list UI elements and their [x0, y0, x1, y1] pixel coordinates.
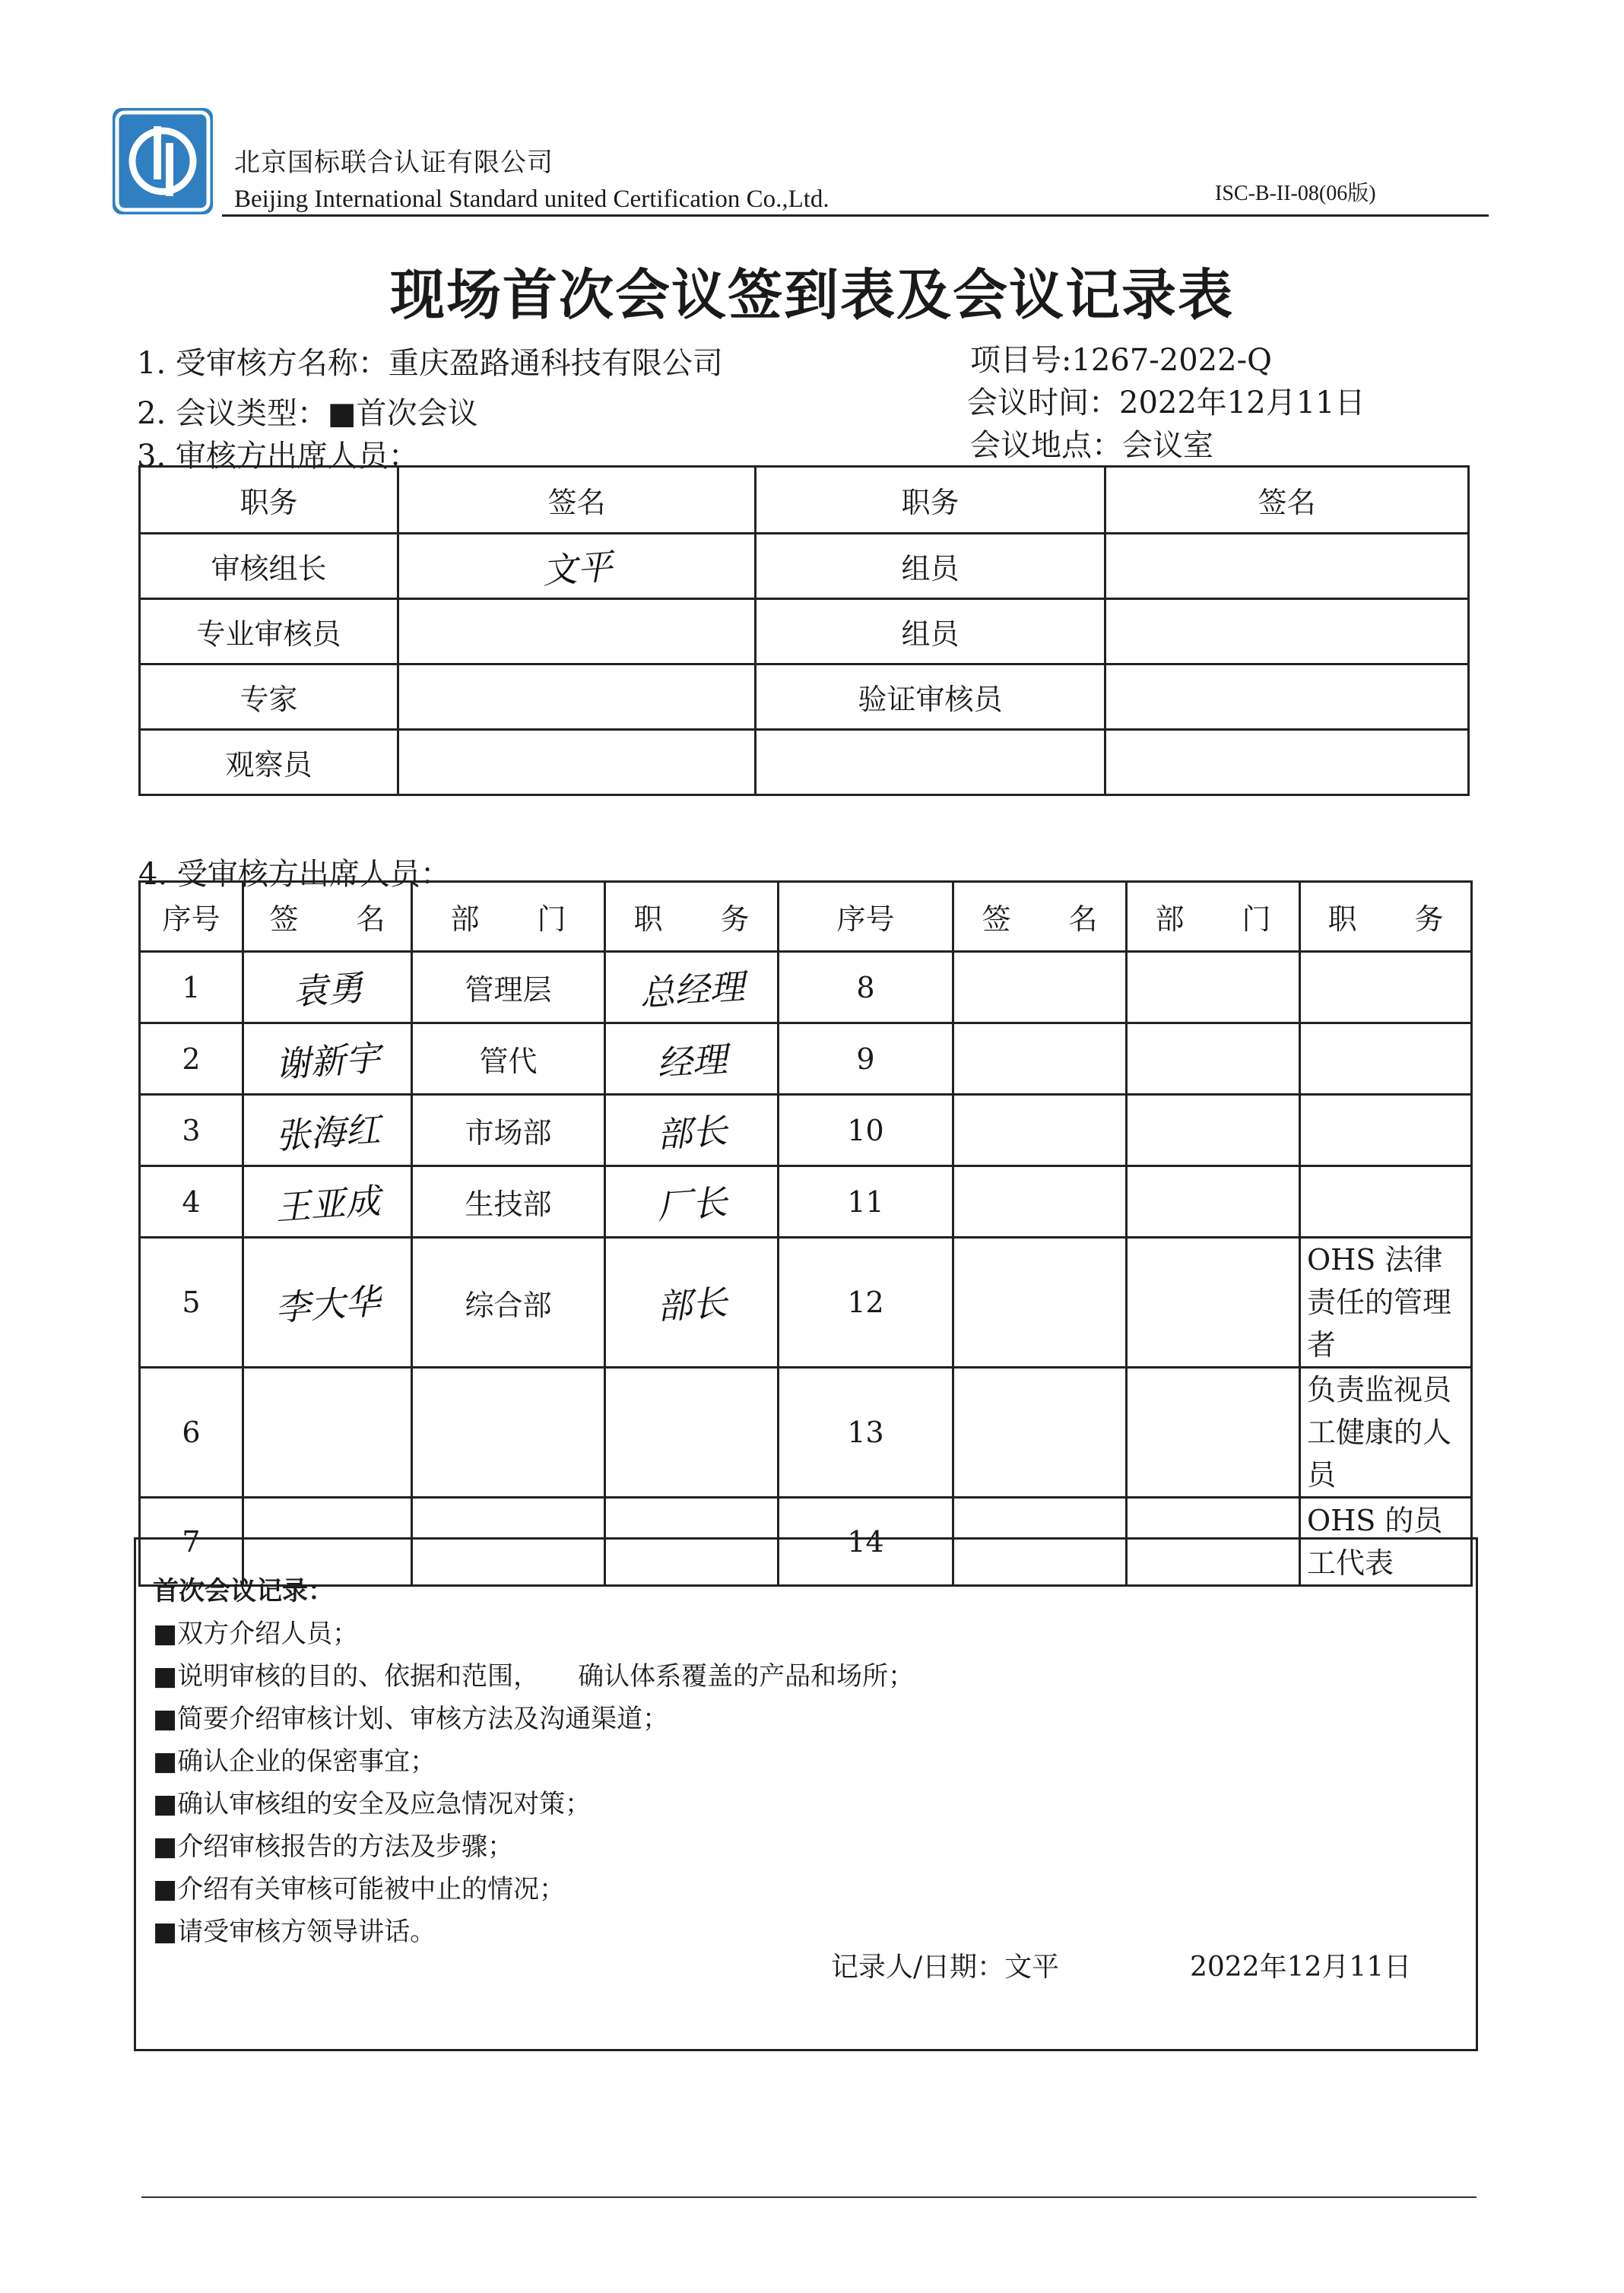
header-cell: 序号 — [779, 882, 953, 952]
auditee-name: 1. 受审核方名称：重庆盈路通科技有限公司 — [137, 346, 723, 381]
handwritten-title: 厂长 — [655, 1181, 728, 1227]
signature-cell — [243, 1023, 412, 1095]
table-row — [140, 730, 1469, 795]
handwritten-signature: 张海红 — [273, 1108, 382, 1157]
header-cell: 签名 — [1105, 467, 1469, 534]
signature-cell — [243, 1166, 412, 1238]
signature-cell — [243, 1095, 412, 1166]
role-cell: 专业审核员 — [140, 599, 398, 664]
record-item: ■确认企业的保密事宜； — [153, 1746, 436, 1777]
role-cell: 组员 — [756, 534, 1105, 599]
handwritten-title: 部长 — [655, 1109, 728, 1156]
handwritten-signature: 谢新宇 — [273, 1036, 382, 1086]
signature-cell — [1105, 534, 1469, 599]
handwritten-signature: 王亚成 — [273, 1179, 382, 1229]
company-logo — [113, 108, 213, 214]
title-cell — [605, 952, 779, 1023]
title-cell: OHS 的员工代表 — [1300, 1498, 1472, 1586]
row-number: 4 — [140, 1166, 243, 1238]
table-row — [140, 1238, 1472, 1368]
table-header-row — [140, 882, 1472, 952]
row-number: 3 — [140, 1095, 243, 1166]
handwritten-signature: 文平 — [540, 545, 614, 591]
header-cell: 签 名 — [243, 882, 412, 952]
department-cell: 生技部 — [412, 1166, 605, 1238]
auditor-attendance-table — [138, 465, 1470, 796]
meeting-time: 会议时间：2022年12月11日 — [967, 385, 1365, 420]
handwritten-title: 部长 — [655, 1281, 728, 1328]
title-cell — [1300, 1095, 1472, 1166]
record-item: ■介绍有关审核可能被中止的情况； — [153, 1874, 566, 1904]
title-cell — [1300, 1166, 1472, 1238]
row-number: 2 — [140, 1023, 243, 1095]
table-row — [140, 1368, 1472, 1498]
row-number: 13 — [779, 1368, 953, 1498]
table-row — [140, 1166, 1472, 1238]
title-cell — [1300, 1023, 1472, 1095]
role-cell: 专家 — [140, 664, 398, 730]
row-number: 8 — [779, 952, 953, 1023]
signature-cell — [1105, 599, 1469, 664]
signature-cell — [953, 1368, 1127, 1498]
signature-cell — [243, 952, 412, 1023]
department-cell: 管代 — [412, 1023, 605, 1095]
header-divider — [222, 214, 1489, 217]
header-cell: 职 务 — [1300, 882, 1472, 952]
company-name-en: Beijing International Standard united Certification Co.,Ltd. — [234, 186, 829, 213]
row-number: 12 — [779, 1238, 953, 1368]
table-row — [140, 664, 1469, 730]
handwritten-title: 总经理 — [637, 965, 746, 1014]
role-cell: 审核组长 — [140, 534, 398, 599]
auditor-attendees-label: 3. 审核方出席人员： — [137, 439, 419, 474]
company-name-cn: 北京国标联合认证有限公司 — [234, 147, 553, 178]
record-heading: 首次会议记录： — [153, 1576, 334, 1606]
meeting-type: 2. 会议类型：■首次会议 — [137, 396, 478, 431]
record-date: 2022年12月11日 — [1190, 1952, 1412, 1983]
table-row — [140, 534, 1469, 599]
department-cell — [412, 1368, 605, 1498]
table-header-row — [140, 467, 1469, 534]
form-code: ISC-B-II-08(06版) — [1215, 182, 1376, 205]
title-cell — [1300, 952, 1472, 1023]
row-number: 14 — [779, 1498, 953, 1586]
department-cell: 管理层 — [412, 952, 605, 1023]
header-cell: 职 务 — [605, 882, 779, 952]
header-cell: 职务 — [140, 467, 398, 534]
role-cell — [756, 730, 1105, 795]
signature-cell — [953, 1095, 1127, 1166]
record-item: ■确认审核组的安全及应急情况对策； — [153, 1789, 592, 1819]
meeting-place: 会议地点：会议室 — [970, 428, 1213, 463]
title-cell — [605, 1238, 779, 1368]
signature-cell — [1105, 664, 1469, 730]
row-number: 10 — [779, 1095, 953, 1166]
signature-cell — [243, 1368, 412, 1498]
signature-cell — [953, 1238, 1127, 1368]
row-number: 7 — [140, 1498, 243, 1586]
record-item: ■介绍审核报告的方法及步骤； — [153, 1832, 514, 1862]
signature-cell — [398, 664, 756, 730]
header-cell: 签名 — [398, 467, 756, 534]
role-cell: 组员 — [756, 599, 1105, 664]
header-cell: 部 门 — [412, 882, 605, 952]
logo-emblem-icon — [113, 108, 213, 214]
header-cell: 序号 — [140, 882, 243, 952]
table-row — [140, 1095, 1472, 1166]
department-cell — [1127, 1238, 1300, 1368]
department-cell — [1127, 952, 1300, 1023]
project-number: 项目号:1267-2022-Q — [970, 343, 1272, 378]
record-item: ■说明审核的目的、依据和范围， 确认体系覆盖的产品和场所； — [153, 1661, 915, 1692]
title-cell: OHS 法律责任的管理者 — [1300, 1238, 1472, 1368]
signature-cell — [398, 534, 756, 599]
department-cell: 综合部 — [412, 1238, 605, 1368]
title-cell — [605, 1095, 779, 1166]
signature-cell — [398, 599, 756, 664]
table-row — [140, 952, 1472, 1023]
signature-cell — [953, 1166, 1127, 1238]
department-cell — [1127, 1095, 1300, 1166]
table-row — [140, 599, 1469, 664]
header-cell: 职务 — [756, 467, 1105, 534]
header-cell: 部 门 — [1127, 882, 1300, 952]
recorder: 记录人/日期：文平 — [831, 1952, 1060, 1983]
auditee-attendance-table — [138, 880, 1473, 1587]
record-item: ■简要介绍审核计划、审核方法及沟通渠道； — [153, 1704, 669, 1734]
handwritten-title: 经理 — [655, 1038, 728, 1084]
title-cell: 负责监视员工健康的人员 — [1300, 1368, 1472, 1498]
department-cell — [1127, 1368, 1300, 1498]
handwritten-signature: 袁勇 — [290, 966, 364, 1013]
title-cell — [605, 1166, 779, 1238]
table-row — [140, 1023, 1472, 1095]
row-number: 6 — [140, 1368, 243, 1498]
header-cell: 签 名 — [953, 882, 1127, 952]
signature-cell — [243, 1238, 412, 1368]
footer-divider — [141, 2196, 1477, 2198]
row-number: 5 — [140, 1238, 243, 1368]
role-cell: 验证审核员 — [756, 664, 1105, 730]
record-item: ■请受审核方领导讲话。 — [153, 1917, 436, 1947]
meeting-record-box — [134, 1537, 1478, 2051]
page-title: 现场首次会议签到表及会议记录表 — [389, 262, 1234, 327]
row-number: 9 — [779, 1023, 953, 1095]
department-cell: 市场部 — [412, 1095, 605, 1166]
department-cell — [1127, 1023, 1300, 1095]
signature-cell — [398, 730, 756, 795]
handwritten-signature: 李大华 — [273, 1280, 382, 1329]
auditee-attendees-label: 4. 受审核方出席人员： — [138, 857, 451, 892]
record-item: ■双方介绍人员； — [153, 1619, 359, 1649]
title-cell — [605, 1368, 779, 1498]
title-cell — [605, 1023, 779, 1095]
row-number: 1 — [140, 952, 243, 1023]
role-cell: 观察员 — [140, 730, 398, 795]
signature-cell — [953, 952, 1127, 1023]
signature-cell — [1105, 730, 1469, 795]
row-number: 11 — [779, 1166, 953, 1238]
signature-cell — [953, 1023, 1127, 1095]
department-cell — [1127, 1166, 1300, 1238]
